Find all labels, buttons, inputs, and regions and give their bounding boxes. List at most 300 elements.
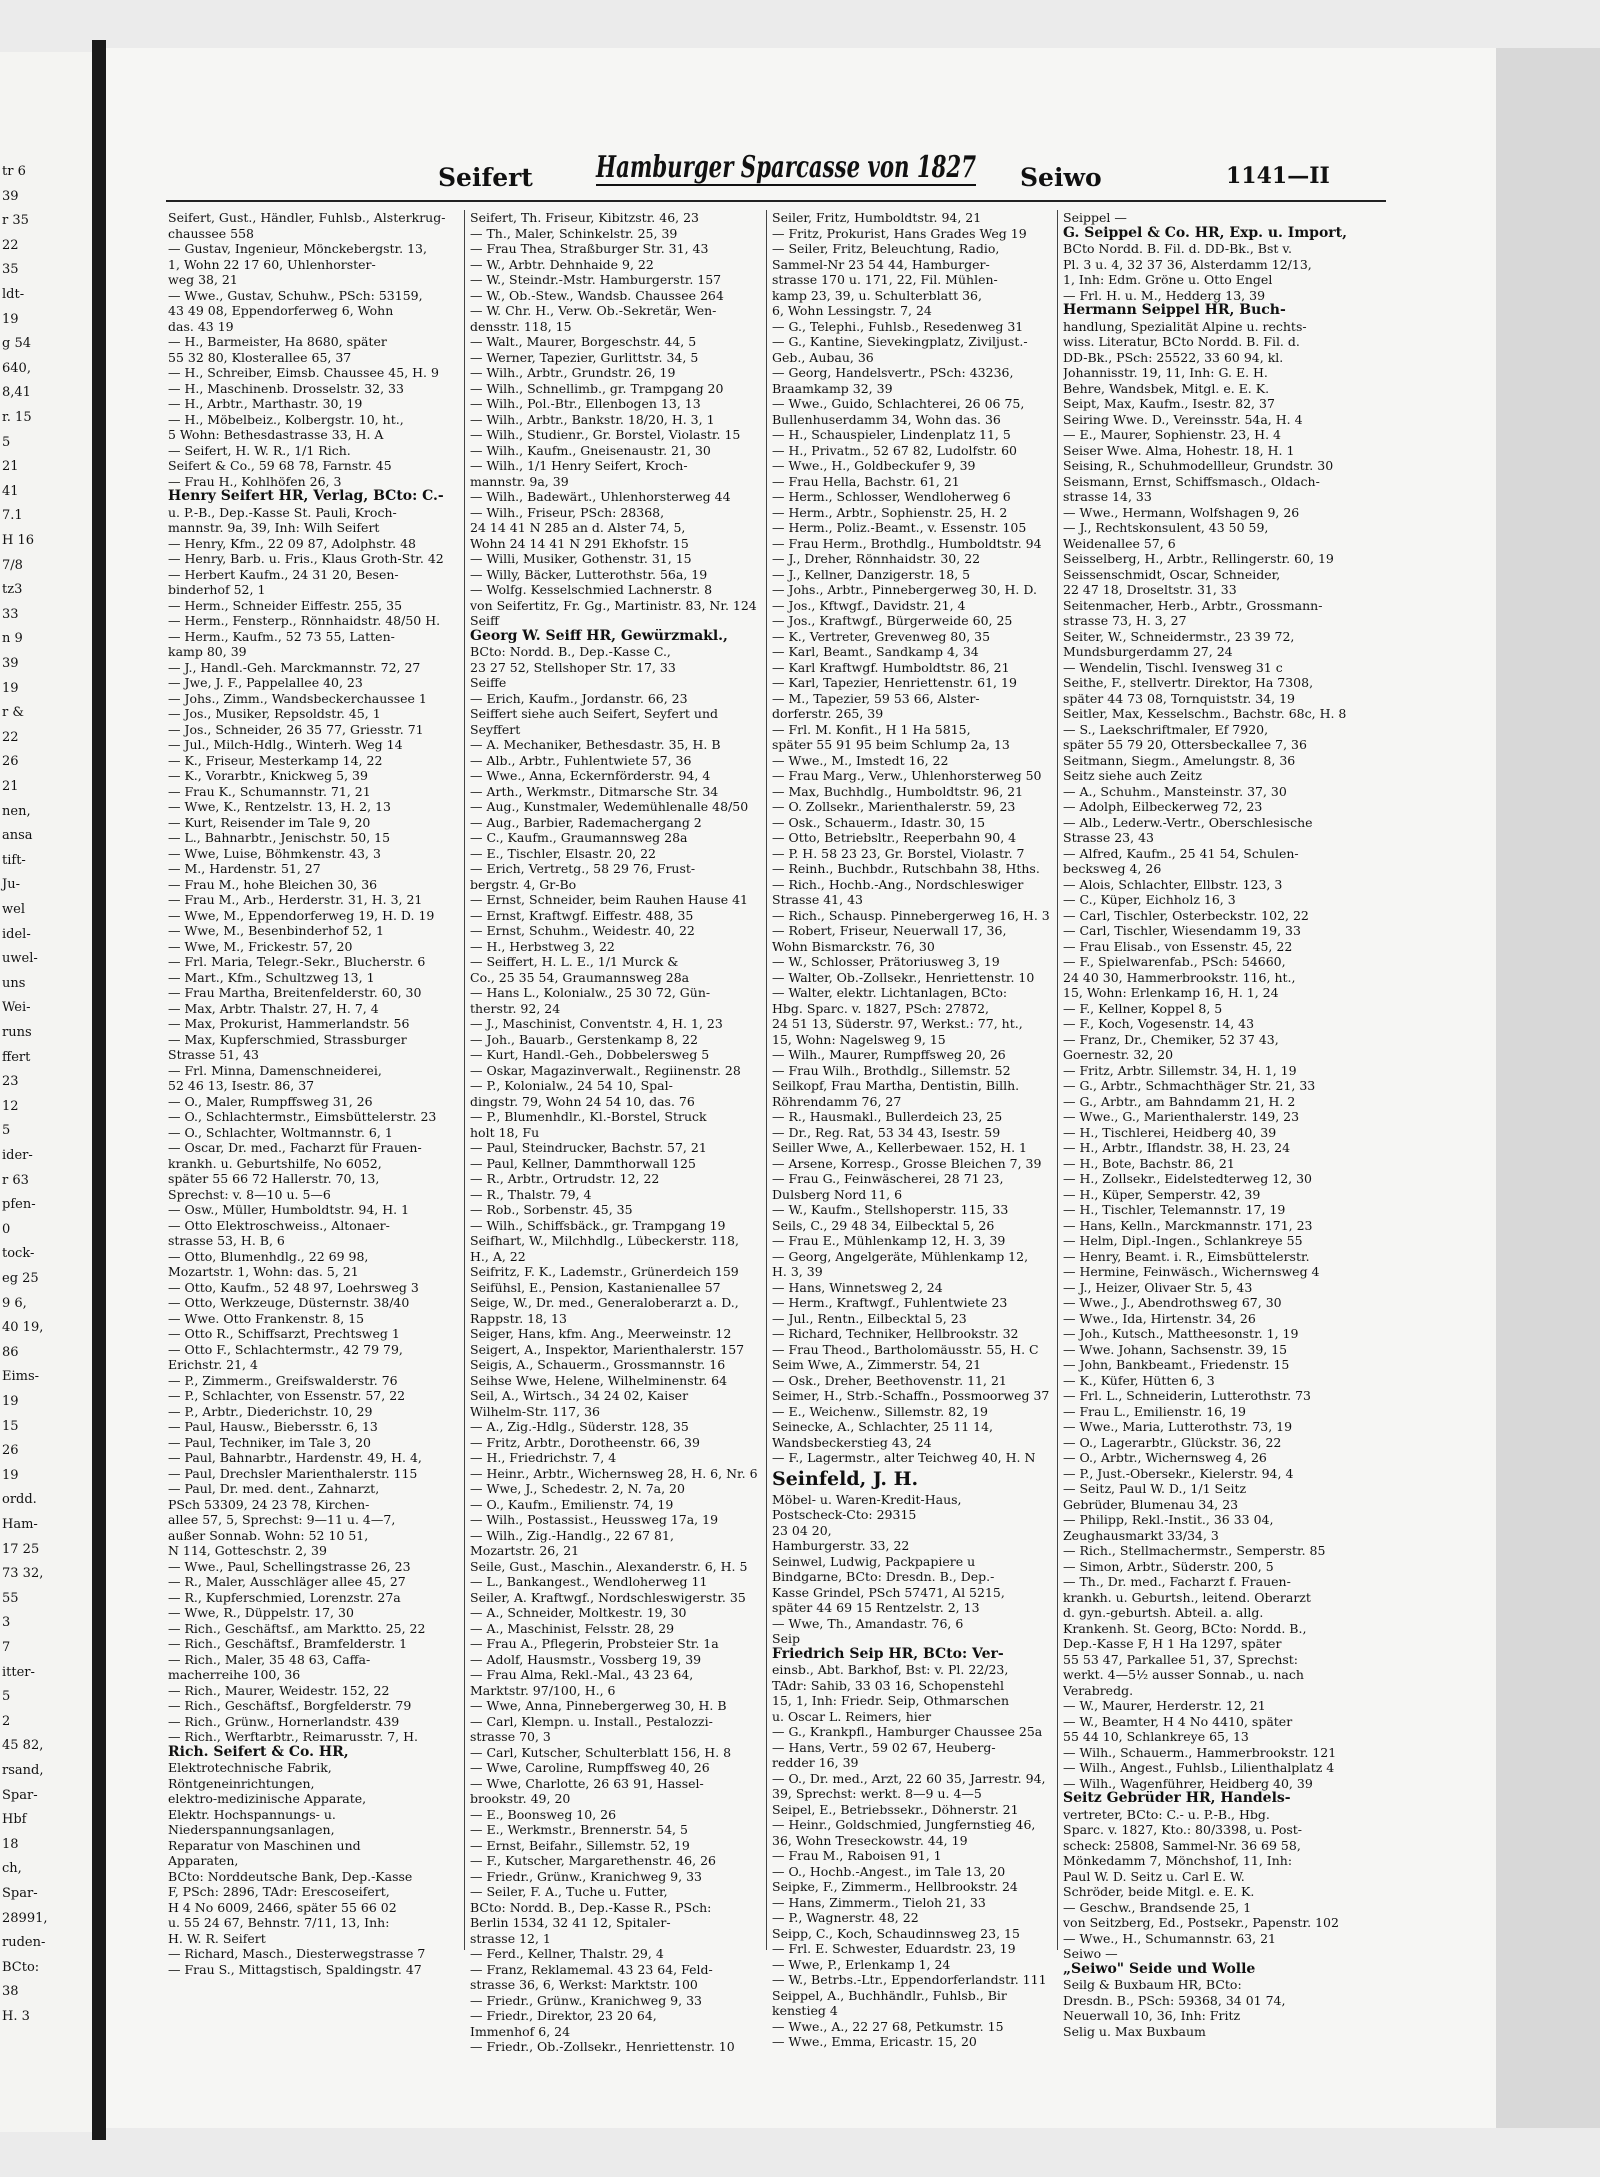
prev-page-fragment-line: 9 6,: [2, 1295, 27, 1311]
directory-entry-line: — Johs., Arbtr., Pinnebergerweg 30, H. D.: [772, 582, 1037, 597]
prev-page-fragment-line: 7.1: [2, 508, 23, 524]
directory-entry-line: — Wwe., A., 22 27 68, Petkumstr. 15: [772, 2018, 1004, 2034]
directory-entry-line: Seipel, E., Betriebssekr., Döhnerstr. 21: [772, 1801, 1019, 1817]
directory-entry-line: — Paul, Dr. med. dent., Zahnarzt,: [168, 1481, 380, 1496]
directory-entry-line: — R., Maler, Ausschläger allee 45, 27: [168, 1574, 406, 1589]
directory-entry-line: allee 57, 5, Sprechst: 9—11 u. 4—7,: [168, 1512, 396, 1527]
directory-entry-line: — Frau K., Schumannstr. 71, 21: [168, 783, 371, 799]
prev-page-fragment-line: 38: [2, 1984, 19, 2000]
directory-entry-line: — Th., Maler, Schinkelstr. 25, 39: [470, 225, 678, 241]
directory-entry-line: Möbel- u. Waren-Kredit-Haus,: [772, 1491, 962, 1507]
directory-entry-line: — Rich., Geschäftsf., am Marktto. 25, 22: [168, 1620, 426, 1636]
directory-entry-line: 43 49 08, Eppendorferweg 6, Wohn: [168, 303, 394, 318]
directory-entry-line: — Heinr., Arbtr., Wichernsweg 28, H. 6, Nr. 6: [470, 1465, 758, 1481]
directory-entry-line: Mozartstr. 26, 21: [470, 1543, 580, 1558]
directory-entry-line: Seifritz, F. K., Lademstr., Grünerdeich 159: [470, 1264, 739, 1279]
directory-entry-line: — Frau Elisab., von Essenstr. 45, 22: [1063, 938, 1293, 954]
directory-entry-line: — H., Küper, Semperstr. 42, 39: [1063, 1186, 1261, 1202]
directory-entry-line: — Henry, Barb. u. Fris., Klaus Groth-Str. 42: [168, 551, 444, 566]
directory-entry-line: — W., Schlosser, Prätoriusweg 3, 19: [772, 954, 1000, 969]
directory-entry-line: — H., Tischler, Telemannstr. 17, 19: [1063, 1202, 1286, 1217]
directory-entry-line: — Paul, Drechsler Marienthalerstr. 115: [168, 1465, 418, 1481]
directory-entry-line: — Wilh., Wagenführer, Heidberg 40, 39: [1063, 1775, 1313, 1791]
directory-entry-line: — H., Zollsekr., Eidelstedterweg 12, 30: [1063, 1171, 1312, 1186]
directory-entry-line: — Herm., Schlosser, Wendloherweg 6: [772, 489, 1011, 504]
directory-entry-line: Seippel —: [1063, 210, 1127, 225]
prev-page-fragment-line: 35: [2, 262, 19, 278]
directory-entry-line: — F., Kellner, Koppel 8, 5: [1063, 1000, 1223, 1016]
directory-entry-line: strasse 14, 33: [1063, 489, 1152, 504]
prev-page-fragment-line: 22: [2, 729, 19, 745]
prev-page-fragment-line: 28991,: [2, 1910, 48, 1926]
prev-page-fragment-line: nen,: [2, 803, 31, 819]
directory-entry-line: — Kurt, Handl.-Geh., Dobbelersweg 5: [470, 1047, 710, 1062]
prev-page-fragment-line: g 54: [2, 336, 31, 352]
directory-entry-line: — Wwe., H., Goldbeckufer 9, 39: [772, 458, 976, 473]
directory-entry-line: binderhof 52, 1: [168, 582, 266, 597]
directory-entry-line: — Frau S., Mittagstisch, Spaldingstr. 47: [168, 1961, 422, 1977]
directory-entry-line: kenstieg 4: [772, 2003, 838, 2018]
directory-entry-line: u. Oscar L. Reimers, hier: [772, 1708, 932, 1724]
directory-entry-line: — Frl. Maria, Telegr.-Sekr., Blucherstr. 6: [168, 954, 426, 969]
directory-entry-line: Seisselberg, H., Arbtr., Rellingerstr. 60, 19: [1063, 551, 1334, 566]
prev-page-fragment-line: ider-: [2, 1148, 33, 1163]
directory-entry-line: mannstr. 9a, 39: [470, 473, 569, 489]
directory-entry-line: — O., Schlachtermstr., Eimsbüttelerstr. 23: [168, 1109, 437, 1124]
directory-entry-line: Berlin 1534, 32 41 12, Spitaler-: [470, 1915, 671, 1930]
directory-entry-line: Goernestr. 32, 20: [1063, 1047, 1174, 1062]
directory-entry-line: — K., Küfer, Hütten 6, 3: [1063, 1372, 1215, 1388]
directory-entry-line: Selig u. Max Buxbaum: [1063, 2023, 1206, 2039]
prev-page-fragment-line: 45 82,: [2, 1738, 44, 1754]
directory-entry-line: H. 3, 39: [772, 1264, 823, 1279]
previous-page-fragment: [0, 52, 92, 2132]
directory-entry-line: Seithe, F., stellvertr. Direktor, Ha 7308,: [1063, 675, 1314, 690]
directory-entry-line: — M., Hardenstr. 51, 27: [168, 861, 321, 876]
directory-entry-line: — E., Boonsweg 10, 26: [470, 1806, 617, 1822]
directory-entry-line: Mozartstr. 1, Wohn: das. 5, 21: [168, 1264, 359, 1279]
directory-entry-line: Friedrich Seip HR, BCto: Ver-: [772, 1646, 1004, 1662]
directory-entry-line: — Friedr., Direktor, 23 20 64,: [470, 2008, 657, 2023]
prev-page-fragment-line: wel: [2, 902, 25, 917]
directory-entry-line: — Hans, Winnetsweg 2, 24: [772, 1279, 943, 1295]
prev-page-fragment-line: 19: [2, 1394, 19, 1409]
prev-page-fragment-line: runs: [2, 1025, 32, 1040]
prev-page-fragment-line: ansa: [2, 828, 33, 844]
directory-entry-line: BCto: Norddeutsche Bank, Dep.-Kasse: [168, 1868, 413, 1884]
directory-entry-line: Seinfeld, J. H.: [772, 1467, 919, 1490]
prev-page-fragment-line: Spar-: [2, 1886, 38, 1901]
directory-entry-line: — Rich., Geschäftsf., Borgfelderstr. 79: [168, 1698, 412, 1713]
directory-entry-line: Seilg & Buxbaum HR, BCto:: [1063, 1977, 1242, 1992]
directory-entry-line: 39, Sprechst: werkt. 8—9 u. 4—5: [772, 1786, 982, 1801]
directory-entry-line: — Frau Wilh., Brothdlg., Sillemstr. 52: [772, 1062, 1011, 1078]
directory-entry-line: — Wilh., Kaufm., Gneisenaustr. 21, 30: [470, 442, 711, 458]
directory-entry-line: Seiler, A. Kraftwgf., Nordschleswigerstr. 35: [470, 1589, 746, 1605]
directory-entry-line: — Heinr., Goldschmied, Jungfernstieg 46,: [772, 1817, 1036, 1832]
directory-entry-line: — Wwe, Charlotte, 26 63 91, Hassel-: [470, 1775, 704, 1791]
directory-entry-line: Seipp, C., Koch, Schaudinnsweg 23, 15: [772, 1925, 1020, 1941]
prev-page-fragment-line: 73 32,: [2, 1566, 44, 1582]
directory-entry-line: — Seiffert, H. L. E., 1/1 Murck &: [470, 954, 679, 969]
directory-entry-line: — A., Schuhm., Mansteinstr. 37, 30: [1063, 783, 1287, 799]
directory-entry-line: strasse 170 u. 171, 22, Fil. Mühlen-: [772, 272, 998, 287]
directory-entry-line: — Frau M., Raboisen 91, 1: [772, 1848, 942, 1863]
prev-page-fragment-line: ordd.: [2, 1492, 37, 1508]
directory-entry-line: — J., Kellner, Danzigerstr. 18, 5: [772, 566, 971, 582]
directory-entry-line: Geb., Aubau, 36: [772, 349, 874, 365]
directory-entry-line: — Jos., Kraftwgf., Bürgerweide 60, 25: [772, 613, 1013, 628]
directory-entry-line: Seiler, Fritz, Humboldtstr. 94, 21: [772, 210, 982, 225]
directory-entry-line: — H., Maschinenb. Drosselstr. 32, 33: [168, 380, 404, 396]
directory-entry-line: Seinecke, A., Schlachter, 25 11 14,: [772, 1419, 993, 1434]
directory-entry-line: Seyffert: [470, 721, 521, 737]
directory-entry-line: — Willy, Bäcker, Lutterothstr. 56a, 19: [470, 566, 708, 582]
directory-entry-line: Immenhof 6, 24: [470, 2023, 571, 2039]
directory-entry-line: — Henry, Kfm., 22 09 87, Adolphstr. 48: [168, 535, 416, 551]
directory-entry-line: 22 47 18, Droseltstr. 31, 33: [1063, 582, 1237, 597]
directory-entry-line: — John, Bankbeamt., Friedenstr. 15: [1063, 1357, 1290, 1372]
directory-entry-line: Braamkamp 32, 39: [772, 380, 893, 396]
directory-entry-line: — L., Bahnarbtr., Jenischstr. 50, 15: [168, 830, 391, 845]
directory-entry-line: Dresdn. B., PSch: 59368, 34 01 74,: [1063, 1992, 1286, 2008]
directory-entry-line: — H., Bote, Bachstr. 86, 21: [1063, 1155, 1235, 1171]
directory-entry-line: Neuerwall 10, 36, Inh: Fritz: [1063, 2008, 1241, 2023]
directory-entry-line: — Ernst, Kraftwgf. Eiffestr. 488, 35: [470, 907, 694, 923]
directory-entry-line: densstr. 118, 15: [470, 318, 572, 334]
directory-entry-line: — Wwe. Johann, Sachsenstr. 39, 15: [1063, 1341, 1288, 1357]
directory-entry-line: — P., Wagnerstr. 48, 22: [772, 1910, 919, 1925]
directory-entry-line: — S., Laekschriftmaler, Ef 7920,: [1063, 721, 1269, 737]
directory-entry-line: Zeughausmarkt 33/34, 3: [1063, 1527, 1219, 1543]
directory-entry-line: — Gustav, Ingenieur, Mönckebergstr. 13,: [168, 241, 427, 256]
directory-entry-line: — Osw., Müller, Humboldtstr. 94, H. 1: [168, 1202, 410, 1217]
logo-text: Hamburger Sparcasse von 1827: [595, 150, 977, 185]
directory-entry-line: Kasse Grindel, PSch 57471, Al 5215,: [772, 1584, 1005, 1600]
directory-entry-line: — R., Thalstr. 79, 4: [470, 1186, 592, 1202]
directory-entry-line: — Frau M., Arb., Herderstr. 31, H. 3, 21: [168, 892, 423, 907]
directory-entry-line: — Ferd., Kellner, Thalstr. 29, 4: [470, 1946, 664, 1961]
directory-entry-line: 6, Wohn Lessingstr. 7, 24: [772, 303, 932, 318]
column-divider: [1057, 210, 1058, 1950]
directory-entry-line: — P., Schlachter, von Essenstr. 57, 22: [168, 1388, 406, 1403]
directory-entry-line: — Ernst, Schuhm., Weidestr. 40, 22: [470, 923, 695, 938]
directory-entry-line: — Frau A., Pflegerin, Probsteier Str. 1a: [470, 1636, 719, 1651]
directory-entry-line: — Max, Prokurist, Hammerlandstr. 56: [168, 1016, 410, 1031]
directory-entry-line: das. 43 19: [168, 318, 234, 334]
directory-entry-line: — Carl, Klempn. u. Install., Pestalozzi-: [470, 1713, 713, 1729]
directory-entry-line: — Erich, Vertretg., 58 29 76, Frust-: [470, 861, 696, 876]
directory-entry-line: — Friedr., Grünw., Kranichweg 9, 33: [470, 1868, 702, 1884]
directory-entry-line: — Dr., Reg. Rat, 53 34 43, Isestr. 59: [772, 1124, 1001, 1140]
directory-entry-line: — Alb., Arbtr., Fuhlentwiete 57, 36: [470, 752, 692, 768]
prev-page-fragment-line: r 35: [2, 213, 29, 229]
directory-entry-line: — Ernst, Schneider, beim Rauhen Hause 41: [470, 892, 749, 907]
directory-entry-line: Reparatur von Maschinen und: [168, 1837, 361, 1853]
directory-entry-line: — Jul., Rentn., Eilbecktal 5, 23: [772, 1310, 967, 1326]
directory-entry-line: wiss. Literatur, BCto Nordd. B. Fil. d.: [1063, 334, 1300, 349]
directory-entry-line: — Oskar, Magazinverwalt., Regiinenstr. 28: [470, 1062, 741, 1078]
prev-page-fragment-line: 640,: [2, 360, 31, 376]
directory-entry-line: Seipt, Max, Kaufm., Isestr. 82, 37: [1063, 396, 1275, 411]
book-gutter: [92, 40, 106, 2140]
prev-page-fragment-line: 21: [2, 779, 19, 794]
directory-entry-line: — H., Schauspieler, Lindenplatz 11, 5: [772, 427, 1011, 442]
directory-entry-line: — G., Arbtr., Schmachthäger Str. 21, 33: [1063, 1078, 1316, 1093]
directory-entry-line: N 114, Gotteschstr. 2, 39: [168, 1543, 327, 1558]
directory-entry-line: — Herm., Arbtr., Sophienstr. 25, H. 2: [772, 504, 1008, 520]
directory-entry-line: — Wwe., Maria, Lutterothstr. 73, 19: [1063, 1419, 1293, 1434]
directory-entry-line: — P., Just.-Obersekr., Kielerstr. 94, 4: [1063, 1465, 1294, 1481]
column-4: [1063, 210, 1358, 2039]
prev-page-fragment-line: 21: [2, 459, 19, 475]
directory-entry-line: redder 16, 39: [772, 1755, 859, 1770]
directory-entry-line: — O., Maler, Rumpffsweg 31, 26: [168, 1093, 373, 1109]
directory-entry-line: Weidenallee 57, 6: [1063, 535, 1176, 551]
directory-entry-line: Verabredg.: [1063, 1682, 1134, 1698]
directory-entry-line: — Rich., Maurer, Weidestr. 152, 22: [168, 1682, 390, 1698]
directory-entry-line: — A., Schneider, Moltkestr. 19, 30: [470, 1605, 687, 1620]
directory-entry-line: — Seiler, F. A., Tuche u. Futter,: [470, 1884, 668, 1899]
directory-entry-line: Seile, Gust., Maschin., Alexanderstr. 6, H. 5: [470, 1558, 748, 1574]
directory-entry-line: 55 44 10, Schlankreye 65, 13: [1063, 1729, 1249, 1744]
directory-entry-line: Apparaten,: [168, 1853, 239, 1868]
directory-entry-line: — G., Telephi., Fuhlsb., Resedenweg 31: [772, 318, 1024, 334]
prev-page-fragment-line: Ju-: [2, 877, 20, 893]
directory-entry-line: — Wilh., Zig.-Handlg., 22 67 81,: [470, 1527, 674, 1543]
directory-entry-line: Hbg. Sparc. v. 1827, PSch: 27872,: [772, 1000, 990, 1016]
directory-entry-line: Seissenschmidt, Oscar, Schneider,: [1063, 566, 1281, 582]
prev-page-fragment-line: 0: [2, 1221, 11, 1237]
directory-entry-line: Bindgarne, BCto: Dresdn. B., Dep.-: [772, 1569, 995, 1584]
directory-entry-line: Elektr. Hochspannungs- u.: [168, 1806, 336, 1822]
directory-entry-line: — Rich., Werftarbtr., Reimarusstr. 7, H.: [168, 1729, 418, 1744]
directory-entry-line: 36, Wohn Treseckowstr. 44, 19: [772, 1832, 968, 1848]
directory-entry-line: — Frau Martha, Breitenfelderstr. 60, 30: [168, 985, 422, 1000]
prev-page-fragment-line: eg 25: [2, 1271, 39, 1286]
prev-page-fragment-line: 41: [2, 483, 19, 499]
directory-entry-line: — W., Betrbs.-Ltr., Eppendorferlandstr. 111: [772, 1972, 1047, 1987]
prev-page-fragment-line: r 63: [2, 1172, 29, 1188]
prev-page-fragment-line: itter-: [2, 1664, 35, 1680]
directory-entry-line: — Wilh., 1/1 Henry Seifert, Kroch-: [470, 458, 688, 473]
directory-entry-line: becksweg 4, 26: [1063, 861, 1162, 876]
directory-entry-line: — Adolf, Hausmstr., Vossberg 19, 39: [470, 1651, 702, 1667]
directory-entry-line: — Robert, Friseur, Neuerwall 17, 36,: [772, 923, 1007, 938]
directory-entry-line: — Karl, Beamt., Sandkamp 4, 34: [772, 644, 979, 659]
directory-entry-line: Strasse 41, 43: [772, 892, 863, 907]
directory-entry-line: Seimer, H., Strb.-Schaffn., Possmoorweg 37: [772, 1388, 1050, 1403]
directory-entry-line: G. Seippel & Co. HR, Exp. u. Import,: [1063, 225, 1348, 241]
prev-page-fragment-line: 18: [2, 1836, 19, 1852]
directory-entry-line: — E., Tischler, Elsastr. 20, 22: [470, 845, 656, 861]
directory-entry-line: Seippel, A., Buchhändlr., Fuhlsb., Bir: [772, 1987, 1007, 2003]
directory-entry-line: — Wilh., Schnellimb., gr. Trampgang 20: [470, 380, 724, 396]
directory-entry-line: — Wilh., Maurer, Rumpffsweg 20, 26: [772, 1047, 1006, 1062]
column-divider: [766, 210, 767, 1950]
directory-entry-line: — Otto, Betriebsltr., Reeperbahn 90, 4: [772, 830, 1017, 845]
prev-page-fragment-line: n 9: [2, 631, 23, 647]
directory-entry-line: — E., Werkmstr., Brennerstr. 54, 5: [470, 1822, 688, 1837]
prev-page-fragment-line: ch,: [2, 1861, 22, 1877]
directory-entry-line: — H., Friedrichstr. 7, 4: [470, 1450, 617, 1465]
directory-entry-line: Hamburgerstr. 33, 22: [772, 1538, 910, 1553]
directory-entry-line: — Joh., Kutsch., Mattheesonstr. 1, 19: [1063, 1326, 1299, 1341]
directory-entry-line: 5 Wohn: Bethesdastrasse 33, H. A: [168, 427, 384, 442]
directory-entry-line: — H., Arbtr., Iflandstr. 38, H. 23, 24: [1063, 1140, 1291, 1155]
directory-entry-line: — Jwe, J. F., Pappelallee 40, 23: [168, 675, 363, 690]
directory-entry-line: — Frau G., Feinwäscherei, 28 71 23,: [772, 1171, 1004, 1186]
directory-entry-line: Henry Seifert HR, Verlag, BCto: C.-: [168, 489, 444, 504]
directory-entry-line: — O., Kaufm., Emilienstr. 74, 19: [470, 1496, 674, 1512]
directory-entry-line: Seiring Wwe. D., Vereinsstr. 54a, H. 4: [1063, 411, 1303, 427]
directory-entry-line: — Herm., Fensterp., Rönnhaidstr. 48/50 H.: [168, 613, 441, 628]
directory-entry-line: Niederspannungsanlagen,: [168, 1822, 335, 1837]
directory-entry-line: — Wendelin, Tischl. Ivensweg 31 c: [1063, 659, 1283, 675]
directory-entry-line: 1, Inh: Edm. Gröne u. Otto Engel: [1063, 272, 1273, 287]
directory-entry-line: — Carl, Tischler, Osterbeckstr. 102, 22: [1063, 907, 1309, 923]
directory-entry-line: — Wilh., Postassist., Heussweg 17a, 19: [470, 1512, 719, 1527]
directory-entry-line: kamp 80, 39: [168, 644, 247, 659]
directory-entry-line: brookstr. 49, 20: [470, 1791, 571, 1806]
directory-entry-line: mannstr. 9a, 39, Inh: Wilh Seifert: [168, 520, 380, 535]
directory-entry-line: später 44 73 08, Tornquiststr. 34, 19: [1063, 690, 1296, 706]
directory-entry-line: — Paul, Bahnarbtr., Hardenstr. 49, H. 4,: [168, 1450, 422, 1465]
directory-entry-line: Seiffert siehe auch Seifert, Seyfert und: [470, 706, 719, 721]
sparcasse-logo: [590, 135, 982, 191]
directory-entry-line: holt 18, Fu: [470, 1124, 540, 1140]
prev-page-fragment-line: Hbf: [2, 1812, 27, 1828]
directory-entry-line: dingstr. 79, Wohn 24 54 10, das. 76: [470, 1093, 695, 1109]
directory-entry-line: — Wwe, Anna, Pinnebergerweg 30, H. B: [470, 1698, 727, 1713]
prev-page-fragment-line: Ham-: [2, 1517, 38, 1532]
directory-entry-line: Schröder, beide Mitgl. e. E. K.: [1063, 1884, 1255, 1899]
directory-entry-line: — Richard, Techniker, Hellbrookstr. 32: [772, 1326, 1019, 1341]
directory-entry-line: — R., Kupferschmied, Lorenzstr. 27a: [168, 1589, 401, 1605]
directory-entry-line: — Aug., Kunstmaler, Wedemühlenalle 48/50: [470, 799, 749, 814]
directory-entry-line: — Seitz, Paul W. D., 1/1 Seitz: [1063, 1481, 1247, 1496]
directory-entry-line: — Otto, Kaufm., 52 48 97, Loehrsweg 3: [168, 1279, 419, 1295]
directory-entry-line: Seip: [772, 1631, 800, 1646]
directory-entry-line: Seipke, F., Zimmerm., Hellbrookstr. 24: [772, 1879, 1018, 1894]
column-1: [168, 210, 463, 1977]
prev-page-fragment-line: 19: [2, 311, 19, 327]
directory-entry-line: — Friedr., Grünw., Kranichweg 9, 33: [470, 1992, 702, 2008]
directory-entry-line: Sprechst: v. 8—10 u. 5—6: [168, 1186, 331, 1202]
directory-entry-line: — Frau M., hohe Bleichen 30, 36: [168, 876, 378, 892]
directory-entry-line: Wandsbeckerstieg 43, 24: [772, 1434, 932, 1450]
directory-entry-line: — Wilh., Studienr., Gr. Borstel, Violastr. 15: [470, 427, 741, 442]
directory-entry-line: — Wwe, P., Erlenkamp 1, 24: [772, 1956, 951, 1972]
prev-page-fragment-line: 22: [2, 237, 19, 253]
prev-page-fragment-line: BCto:: [2, 1959, 40, 1975]
prev-page-fragment-line: 17 25: [2, 1541, 40, 1557]
directory-entry-line: Pl. 3 u. 4, 32 37 36, Alsterdamm 12/13,: [1063, 256, 1312, 272]
prev-page-fragment-line: 86: [2, 1344, 19, 1360]
directory-entry-line: von Seitzberg, Ed., Postsekr., Papenstr. 102: [1063, 1915, 1339, 1930]
directory-entry-line: — Arsene, Korresp., Grosse Bleichen 7, 39: [772, 1155, 1042, 1171]
directory-entry-line: strasse 12, 1: [470, 1930, 551, 1946]
directory-entry-line: Wohn Bismarckstr. 76, 30: [772, 938, 935, 954]
directory-entry-line: von Seifertitz, Fr. Gg., Martinistr. 83, Nr. 124: [470, 597, 757, 613]
prev-page-fragment-line: 5: [2, 1689, 11, 1705]
directory-entry-line: — Frl. Minna, Damenschneiderei,: [168, 1062, 382, 1078]
directory-entry-line: — H., Schreiber, Eimsb. Chaussee 45, H. 9: [168, 365, 439, 380]
directory-entry-line: — Frau Theod., Bartholomäusstr. 55, H. C: [772, 1341, 1039, 1357]
directory-entry-line: 15, Wohn: Erlenkamp 16, H. 1, 24: [1063, 985, 1279, 1000]
directory-entry-line: — Alois, Schlachter, Ellbstr. 123, 3: [1063, 876, 1283, 892]
directory-entry-line: — Carl, Kutscher, Schulterblatt 156, H. 8: [470, 1744, 732, 1760]
directory-entry-line: — Otto R., Schiffsarzt, Prechtsweg 1: [168, 1326, 400, 1341]
prev-page-fragment-line: Spar-: [2, 1787, 38, 1803]
directory-entry-line: — H., Barmeister, Ha 8680, später: [168, 334, 387, 349]
directory-entry-line: Seitler, Max, Kesselschm., Bachstr. 68c, H. 8: [1063, 706, 1347, 721]
directory-entry-line: — Frau Marg., Verw., Uhlenhorsterweg 50: [772, 768, 1042, 783]
directory-entry-line: — Philipp, Rekl.-Instit., 36 33 04,: [1063, 1512, 1274, 1527]
directory-entry-line: — K., Vorarbtr., Knickweg 5, 39: [168, 768, 368, 783]
directory-entry-line: — Werner, Tapezier, Gurlittstr. 34, 5: [470, 349, 699, 365]
directory-entry-line: Krankenh. St. Georg, BCto: Nordd. B.,: [1063, 1620, 1307, 1636]
directory-entry-line: — Walt., Maurer, Borgeschstr. 44, 5: [470, 334, 697, 349]
prev-page-fragment-line: H. 3: [2, 2009, 30, 2024]
directory-entry-line: — Hans L., Kolonialw., 25 30 72, Gün-: [470, 985, 711, 1000]
directory-entry-line: kamp 23, 39, u. Schulterblatt 36,: [772, 287, 982, 303]
prev-page-fragment-line: r &: [2, 705, 24, 721]
directory-entry-line: — Frau E., Mühlenkamp 12, H. 3, 39: [772, 1233, 1006, 1248]
prev-page-fragment-line: idel-: [2, 926, 31, 942]
directory-entry-line: Wilhelm-Str. 117, 36: [470, 1403, 600, 1419]
directory-entry-line: Röntgeneinrichtungen,: [168, 1775, 315, 1791]
directory-entry-line: — P., Kolonialw., 24 54 10, Spal-: [470, 1078, 673, 1093]
prev-page-fragment-line: ffert: [2, 1049, 31, 1065]
directory-entry-line: — Richard, Masch., Diesterwegstrasse 7: [168, 1946, 426, 1961]
directory-entry-line: — K., Vertreter, Grevenweg 80, 35: [772, 628, 991, 644]
prev-page-fragment-line: uns: [2, 975, 26, 991]
directory-entry-line: — H., Herbstweg 3, 22: [470, 938, 615, 954]
directory-entry-line: — Paul, Kellner, Dammthorwall 125: [470, 1155, 696, 1171]
directory-entry-line: Seiller Wwe, A., Kellerbewaer. 152, H. 1: [772, 1140, 1028, 1155]
directory-entry-line: „Seiwo" Seide und Wolle: [1063, 1961, 1256, 1977]
directory-entry-line: — Herm., Schneider Eiffestr. 255, 35: [168, 597, 403, 613]
directory-entry-line: — Frl. H. u. M., Hedderg 13, 39: [1063, 287, 1266, 303]
directory-entry-line: — Paul, Hausw., Biebersstr. 6, 13: [168, 1419, 378, 1434]
prev-page-fragment-line: uwel-: [2, 951, 38, 967]
directory-entry-line: — Wwe., Anna, Eckernförderstr. 94, 4: [470, 768, 711, 783]
directory-entry-line: — Rich., Schausp. Pinnebergerweg 16, H. 3: [772, 907, 1050, 923]
directory-entry-line: — J., Handl.-Geh. Marckmannstr. 72, 27: [168, 659, 421, 675]
directory-entry-line: 23 27 52, Stellshoper Str. 17, 33: [470, 659, 676, 675]
header-left-keyword: Seifert: [438, 163, 533, 192]
directory-entry-line: — Osk., Dreher, Beethovenstr. 11, 21: [772, 1372, 1007, 1388]
directory-entry-line: strasse 70, 3: [470, 1729, 551, 1744]
header-rule: [166, 200, 1386, 202]
prev-page-fragment-line: 19: [2, 680, 19, 696]
page-header: [160, 135, 1390, 195]
directory-entry-line: — Jos., Musiker, Repsoldstr. 45, 1: [168, 706, 381, 721]
directory-entry-line: — W., Steindr.-Mstr. Hamburgerstr. 157: [470, 272, 722, 287]
directory-entry-line: — J., Heizer, Olivaer Str. 5, 43: [1063, 1279, 1253, 1295]
directory-entry-line: — Frau Hella, Bachstr. 61, 21: [772, 473, 960, 489]
directory-entry-line: — Rich., Maler, 35 48 63, Caffa-: [168, 1651, 371, 1667]
directory-entry-line: — Wilh., Badewärt., Uhlenhorsterweg 44: [470, 489, 731, 504]
directory-entry-line: — K., Friseur, Mesterkamp 14, 22: [168, 752, 383, 768]
prev-page-fragment-line: 2: [2, 1713, 11, 1729]
directory-entry-line: — O., Schlachter, Woltmannstr. 6, 1: [168, 1124, 393, 1140]
directory-entry-line: Georg W. Seiff HR, Gewürzmakl.,: [470, 628, 728, 644]
directory-entry-line: — O. Zollsekr., Marienthalerstr. 59, 23: [772, 799, 1016, 814]
directory-entry-line: — F., Koch, Vogesenstr. 14, 43: [1063, 1016, 1255, 1031]
directory-entry-line: 24 40 30, Hammerbrookstr. 116, ht.,: [1063, 969, 1296, 985]
